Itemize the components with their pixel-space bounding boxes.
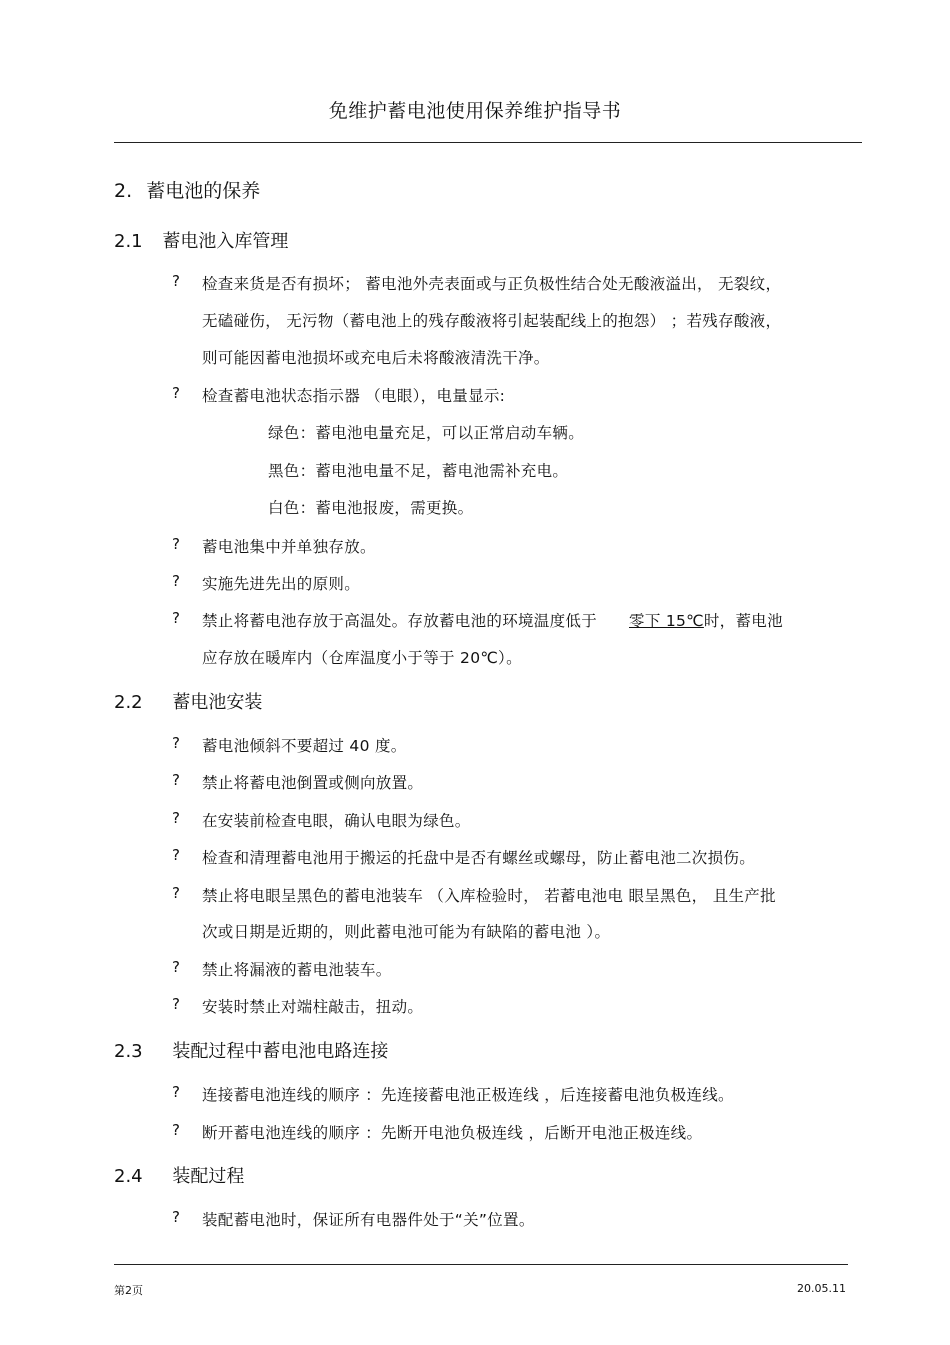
- paragraph-line: 无磕碰伤， 无污物（蓄电池上的残存酸液将引起装配线上的抱怨） ；若残存酸液，: [202, 312, 782, 330]
- bullet-marker: ?: [172, 1121, 180, 1139]
- paragraph-text: 禁止将蓄电池存放于高温处。存放蓄电池的环境温度低于: [202, 612, 598, 630]
- bullet-marker: ?: [172, 884, 180, 902]
- bullet-marker: ?: [172, 846, 180, 864]
- document-title: 免维护蓄电池使用保养维护指导书: [328, 100, 622, 122]
- list-item-continuation: 次或日期是近期的，则此蓄电池可能为有缺陷的蓄电池 ）。: [202, 923, 611, 941]
- bullet-marker: ?: [172, 1208, 180, 1226]
- paragraph-line: 检查来货是否有损坏； 蓄电池外壳表面或与正负极性结合处无酸液溢出， 无裂纹，: [202, 275, 782, 293]
- subsection-title: 蓄电池安装: [172, 692, 263, 713]
- paragraph-line: 应存放在暖库内（仓库温度小于等于 20℃）。: [202, 649, 522, 667]
- subsection-title: 蓄电池入库管理: [162, 231, 289, 252]
- subsection-title: 装配过程中蓄电池电路连接: [172, 1041, 389, 1062]
- paragraph-line: [202, 609, 783, 631]
- bullet-marker: ?: [172, 272, 180, 290]
- paragraph-line: 检查蓄电池状态指示器 （电眼），电量显示:: [202, 387, 506, 405]
- subsection-number: 2.4: [114, 1166, 143, 1187]
- document-date: 20.05.11: [797, 1282, 846, 1295]
- list-item: 禁止将漏液的蓄电池装车。: [202, 961, 392, 979]
- list-item: 蓄电池倾斜不要超过 40 度。: [202, 737, 407, 755]
- list-item: 连接蓄电池连线的顺序 ：先连接蓄电池正极连线 ，后连接蓄电池负极连线。: [202, 1086, 734, 1104]
- list-item: 检查和清理蓄电池用于搬运的托盘中是否有螺丝或螺母，防止蓄电池二次损伤。: [202, 849, 756, 867]
- subsection-number: 2.3: [114, 1041, 143, 1062]
- list-item: 安装时禁止对端柱敲击，扭动。: [202, 998, 424, 1016]
- indicator-black-line: 黑色：蓄电池电量不足，蓄电池需补充电。: [268, 462, 569, 480]
- section-heading: [114, 176, 260, 203]
- section-number: 2.: [114, 180, 133, 202]
- list-item: 断开蓄电池连线的顺序 ：先断开电池负极连线 ，后断开电池正极连线。: [202, 1124, 703, 1142]
- subsection-2-2-heading: [114, 688, 262, 714]
- bullet-marker: ?: [172, 771, 180, 789]
- paragraph-text: 时，蓄电池: [703, 612, 783, 630]
- bullet-marker: ?: [172, 535, 180, 553]
- bullet-marker: ?: [172, 572, 180, 590]
- list-item: 装配蓄电池时，保证所有电器件处于“关”位置。: [202, 1211, 535, 1229]
- subsection-2-1-heading: [114, 227, 288, 253]
- bullet-marker: ?: [172, 734, 180, 752]
- bullet-marker: ?: [172, 1083, 180, 1101]
- list-item: 在安装前检查电眼，确认电眼为绿色。: [202, 812, 471, 830]
- bullet-marker: ?: [172, 384, 180, 402]
- indicator-green-line: 绿色：蓄电池电量充足，可以正常启动车辆。: [268, 424, 585, 442]
- subsection-2-3-heading: [114, 1037, 388, 1063]
- paragraph-line: 则可能因蓄电池损坏或充电后未将酸液清洗干净。: [202, 349, 550, 367]
- page-number: 第2页: [114, 1284, 143, 1297]
- list-item: 禁止将电眼呈黑色的蓄电池装车 （入库检验时， 若蓄电池电 眼呈黑色， 且生产批: [202, 887, 776, 905]
- paragraph-line: 蓄电池集中并单独存放。: [202, 538, 376, 556]
- temperature-threshold: 零下 15℃: [629, 612, 704, 630]
- indicator-white-line: 白色：蓄电池报废，需更换。: [268, 499, 474, 517]
- header-divider: [114, 142, 862, 143]
- bullet-marker: ?: [172, 995, 180, 1013]
- bullet-marker: ?: [172, 609, 180, 627]
- paragraph-line: 实施先进先出的原则。: [202, 575, 361, 593]
- bullet-marker: ?: [172, 958, 180, 976]
- subsection-number: 2.1: [114, 231, 143, 252]
- section-title: 蓄电池的保养: [146, 180, 261, 202]
- footer-divider: [114, 1264, 848, 1265]
- subsection-2-4-heading: [114, 1162, 244, 1188]
- list-item: 禁止将蓄电池倒置或侧向放置。: [202, 774, 424, 792]
- bullet-marker: ?: [172, 809, 180, 827]
- subsection-title: 装配过程: [172, 1166, 245, 1187]
- subsection-number: 2.2: [114, 692, 143, 713]
